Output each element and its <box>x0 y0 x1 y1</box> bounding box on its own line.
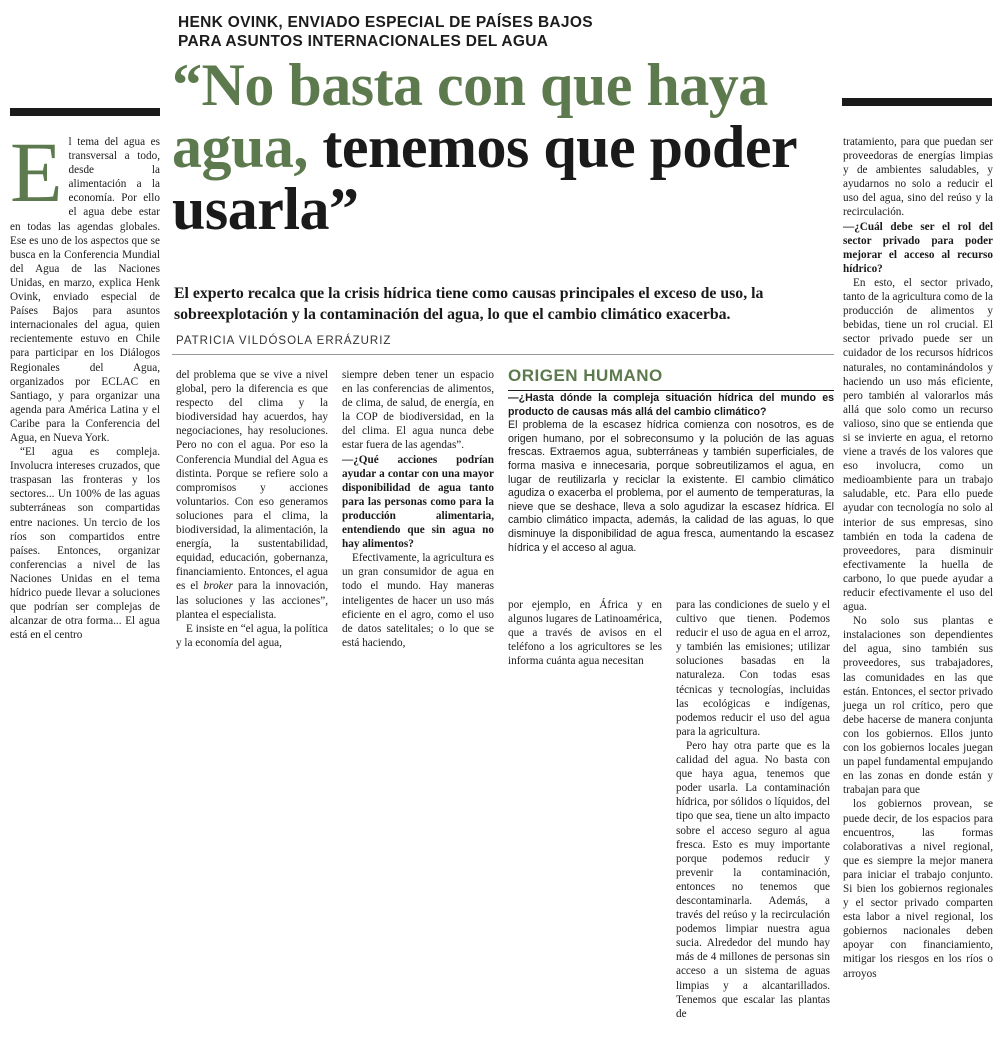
column-6 <box>843 135 993 981</box>
column-1 <box>10 124 160 642</box>
left-top-rule <box>10 108 160 116</box>
box-question: —¿Hasta dónde la compleja situación hídrica del mundo es producto de causas más allá del cambio climático? <box>508 392 834 418</box>
column-3-question-1: —¿Qué acciones podrían ayudar a contar con una mayor disponibilidad de agua tanto para las personas como para la producción alimentaria, entendiendo que sin agua no hay alimentos? <box>342 453 494 551</box>
kicker-line-2: PARA ASUNTOS INTERNACIONALES DEL AGUA <box>178 33 549 50</box>
origen-humano-box <box>508 392 834 555</box>
column-6-paragraph-1: tratamiento, para que puedan ser proveedoras de energías limpias y de ambientes saludables, y ayudarnos no solo a reducir el uso del agua, sino del reúso y la recirculación. <box>843 136 993 219</box>
article-deck: El experto recalca que la crisis hídrica tiene como causas principales el exceso de uso, la sobreexplotación y la contaminación del agua, lo que el cambio climático exacerba. <box>174 285 764 323</box>
column-6-paragraph-3: No solo sus plantas e instalaciones son dependientes del agua, sino también sus proveedores, sus trabajadores, las comunidades en las que están. Entonces, el sector privado juega un rol crítico, pero que debe hacerse de manera conjunta con los gobiernos. Ellos junto con los gobiernos locales juegan un papel fundamental empujando en las zonas en donde están y trabajan para que <box>843 615 993 797</box>
column-4 <box>508 598 662 668</box>
column-3 <box>342 368 494 650</box>
column-6-paragraph-2: En esto, el sector privado, tanto de la agricultura como de la producción de alimentos y bebidas, tiene un rol crucial. El sector privado puede ser un cuidador de los recursos hídricos naturales, no contaminándolos y haciendo un uso más eficiente, pero también al valorarlos más allá que solo como un recurso valioso, sino que se entienda que si se invierte en agua, el retorno viene a través de los valores que eso involucra, como un medioambiente para un trabajo saludable, etc. Para ello puede ayudar con tecnología no solo al interior de sus empresas, sino también en toda la cadena de proveedores, para disminuir efectivamente la huella de carbono, lo que puede ayudar a reducir efectivamente el uso del agua. <box>843 276 993 614</box>
box-paragraph: El problema de la escasez hídrica comienza con nosotros, es de origen humano, por el sobreconsumo y la polución de las aguas frescas. Extraemos agua, subterráneas y también superficiales, de forma masiva e innecesaria, porque sobreutilizamos el agua, en lugar de reutilizarla y reciclar la existente. El cambio climático agudiza o exacerba el problema, por el aumento de temperaturas, la nieve que se deshace, lleva a solo agudizar la escasez hídrica. El cambio climático impacta, además, la calidad de las aguas, lo que disminuye la disponibilidad de agua fresca, aumentando la escasez hídrica y el acceso al agua. <box>508 419 834 554</box>
box-title: ORIGEN HUMANO <box>508 366 663 385</box>
column-3-paragraph-2: Efectivamente, la agricultura es un gran consumidor de agua en todo el mundo. Hay maneras inteligentes de hacer un uso más eficiente en el agro, como el uso de datos satelitales; o lo que se está haciendo, <box>342 552 494 649</box>
box-rule <box>508 390 834 391</box>
column-6-question-1: —¿Cuál debe ser el rol del sector privado para poder mejorar el acceso al recurso hídrico? <box>843 220 993 275</box>
column-2-paragraph-1: del problema que se vive a nivel global, pero la diferencia es que respecto del clima y la biodiversidad hay acuerdos, hay negociaciones, hay resoluciones. Pero no con el agua. Por eso la Conferencia Mundial del Agua es distinta. Porque se refiere solo a compromisos y acciones voluntarios. Con eso generamos soluciones para el clima, la biodiversidad, la alimentación, la energía, la sustentabilidad, equidad, educación, gobernanza, financiamiento. Entonces, el agua es el broker para la innovación, las soluciones y las acciones”, plantea el especialista. <box>176 369 329 621</box>
article-headline <box>172 54 832 240</box>
headline-green-part: “No basta con que haya agua, <box>172 52 768 180</box>
column-4-paragraph-1: por ejemplo, en África y en algunos lugares de Latinoamérica, que a través de avisos en el teléfono a los agricultores se les informa cuánta agua necesitan <box>508 599 662 668</box>
headline-dark-part: tenemos que poder usarla” <box>172 114 797 242</box>
column-2 <box>176 368 328 650</box>
byline-rule <box>172 354 834 355</box>
column-1-paragraph-2: “El agua es compleja. Involucra intereses cruzados, que traspasan las fronteras y los sectores... Un 100% de las aguas subterráneas son compartidas entre naciones. Un tercio de los ríos son compartidos entre países. Entonces, organizar conferencias a nivel de las Naciones Unidas en el tema hídrico puede llevar a soluciones que podrían ser complejas de alcanzar de otra forma... El agua está en el centro <box>10 446 160 642</box>
right-top-rule <box>842 98 992 106</box>
column-2-paragraph-2: E insiste en “el agua, la política y la economía del agua, <box>176 622 328 649</box>
column-3-paragraph-1: siempre deben tener un espacio en las conferencias de alimentos, de clima, de salud, de energía, en la COP de biodiversidad, en la del clima. El agua nunca debe estar fuera de las agendas”. <box>342 369 494 452</box>
drop-cap: E <box>10 124 63 220</box>
byline: PATRICIA VILDÓSOLA ERRÁZURIZ <box>176 335 392 347</box>
column-5-paragraph-1: para las condiciones de suelo y el cultivo que tienen. Podemos reducir el uso de agua en el arroz, y también las emisiones; utilizar soluciones basadas en la naturaleza. Con todas esas técnicas y tecnologías, incluidas las ecológicas e indígenas, podemos reducir el uso del agua para la agricultura. <box>676 599 830 738</box>
article-kicker <box>178 13 698 51</box>
column-5 <box>676 598 830 1021</box>
column-1-paragraph-1: El tema del agua es transversal a todo, desde la alimentación a la economía. Por ello el agua debe estar en todas las agendas globales. Ese es uno de los aspectos que se busca en la Conferencia Mundial del Agua de las Naciones Unidas, en marzo, explica Henk Ovink, enviado especial de Países Bajos para asuntos internacionales del agua, quien recientemente estuvo en Chile para participar en los Diálogos Regionales del Agua, organizados por ECLAC en Santiago, y para organizar una agenda para América Latina y el Caribe para la Conferencia del Agua, en Nueva York. <box>10 124 160 444</box>
column-5-paragraph-2: Pero hay otra parte que es la calidad del agua. No basta con que haya agua, tenemos que poder usarla. La contaminación hídrica, por sólidos o líquidos, del tipo que sea, tiene un alto impacto sobre el acceso seguro al agua fresca. Esto es muy importante porque podemos reducir y prevenir la contaminación, entonces no tenemos que descontaminarla. Además, a través del reúso y la recirculación podemos limpiar nuestra agua sucia. Alrededor del mundo hay más de 4 millones de personas sin acceso a un sistema de aguas limpias y a alcantarillados. Tenemos que escalar las plantas de <box>676 739 830 1020</box>
column-6-paragraph-4: los gobiernos provean, se puede decir, de los espacios para encuentros, las formas colaborativas a nivel regional, que es siempre la mejor manera para iniciar el trabajo conjunto. Si bien los gobiernos regionales y el sector privado comparten esta labor a nivel regional, los gobiernos nacionales deben apoyar con financiamiento, mitigar los riesgos en los ríos o arroyos <box>843 798 993 980</box>
kicker-line-1: HENK OVINK, ENVIADO ESPECIAL DE PAÍSES BAJOS <box>178 14 593 31</box>
